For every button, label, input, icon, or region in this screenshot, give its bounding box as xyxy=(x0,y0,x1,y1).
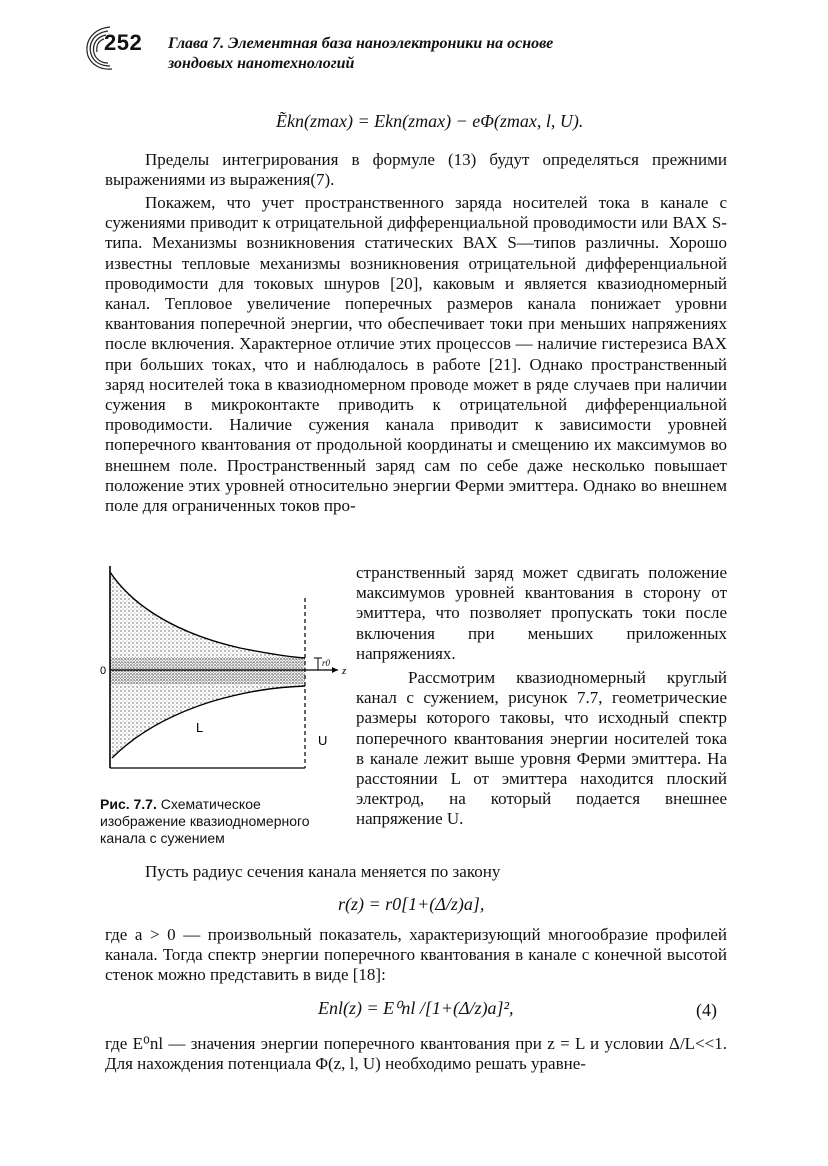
figure-label-z: z xyxy=(342,665,347,677)
figure-label-u: U xyxy=(318,733,328,748)
formula-top-text: Ẽkn(zmax) = Ekn(zmax) − eΦ(zmax, l, U). xyxy=(276,111,584,131)
figure-label-zero: 0 xyxy=(100,665,107,677)
equation-number: (4) xyxy=(696,1000,717,1020)
formula-energy-text: Enl(z) = E⁰nl /[1+(Δ/z)a]², xyxy=(318,998,514,1018)
paragraph-2-continuation: странственный заряд может сдвигать положение максимумов уровней квантования в сторону от эмиттера, что позволяет пропускать токи после включения при меньших приложенных напряжениях. xyxy=(356,563,727,663)
formula-radius-text: r(z) = r0[1+(Δ/z)a], xyxy=(338,894,485,914)
running-header-line-1: Глава 7. Элементная база наноэлектроники на основе xyxy=(168,35,554,52)
formula-top xyxy=(276,111,583,132)
figure-caption-text: Схематическое изображение квазиодномерного канала с сужением xyxy=(100,796,310,846)
running-header xyxy=(168,34,628,74)
paragraph-2: Покажем, что учет пространственного заряда носителей тока в канале с сужениями приводит к отрицательной дифференциальной проводимости или ВАХ S-типа. Механизмы возникновения статических ВАХ S—типов различны. Хорошо известны тепловые механизмы возникновения отрицательной дифференциальной проводимости для токовых шнуров [20], каковым и является квазиодномерный канал. Тепловое увеличение поперечных размеров канала понижает уровни квантования поперечной энергии, что обеспечивает токи при меньших напряжениях после включения. Характерное отличие этих процессов — наличие гистерезиса ВАХ при больших токах, что и наблюдалось в работе [21]. Однако пространственный заряд носителей тока в квазиодномерном проводе может в ряде случаев при наличии сужения в микроконтакте приводить к отрицательной дифференциальной проводимости. Наличие сужения канала приводит к зависимости уровней поперечного квантования от продольной координаты и смещению их максимумов во внешнем поле. Пространственный заряд сам по себе даже несколько повышает положение этих уровней относительно энергии Ферми эмиттера. Однако во внешнем поле для ограниченных токов про- xyxy=(105,193,727,516)
formula-energy xyxy=(318,998,513,1019)
paragraph-1: Пределы интегрирования в формуле (13) будут определяться прежними выражениями из выражения(7). xyxy=(105,150,727,190)
figure-caption-label: Рис. 7.7. xyxy=(100,796,157,812)
running-header-line-2: зондовых нанотехнологий xyxy=(168,55,355,72)
channel-constriction-figure xyxy=(100,562,350,784)
paragraph-5: где a > 0 — произвольный показатель, характеризующий многообразие профилей канала. Тогда спектр энергии поперечного квантования в канале с конечной высотой стенок можно представить в виде [18]: xyxy=(105,925,727,985)
page-number: 252 xyxy=(104,30,143,55)
figure-label-r0: r0 xyxy=(322,658,331,668)
figure-caption xyxy=(100,796,348,847)
paragraph-3: Рассмотрим квазиодномерный круглый канал с сужением, рисунок 7.7, геометрические размеры которого таковы, что исходный спектр поперечного квантования энергии носителей тока в канале лежит выше уровня Ферми эмиттера. На расстоянии L от эмиттера находится плоский электрод, на который подается внешнее напряжение U. xyxy=(356,668,727,829)
formula-radius xyxy=(338,894,484,915)
figure-label-l: L xyxy=(196,720,204,735)
paragraph-6: где E⁰nl — значения энергии поперечного квантования при z = L и условии Δ/L<<1. Для нахождения потенциала Φ(z, l, U) необходимо решать уравне- xyxy=(105,1034,727,1074)
paragraph-4: Пусть радиус сечения канала меняется по закону xyxy=(145,862,501,881)
